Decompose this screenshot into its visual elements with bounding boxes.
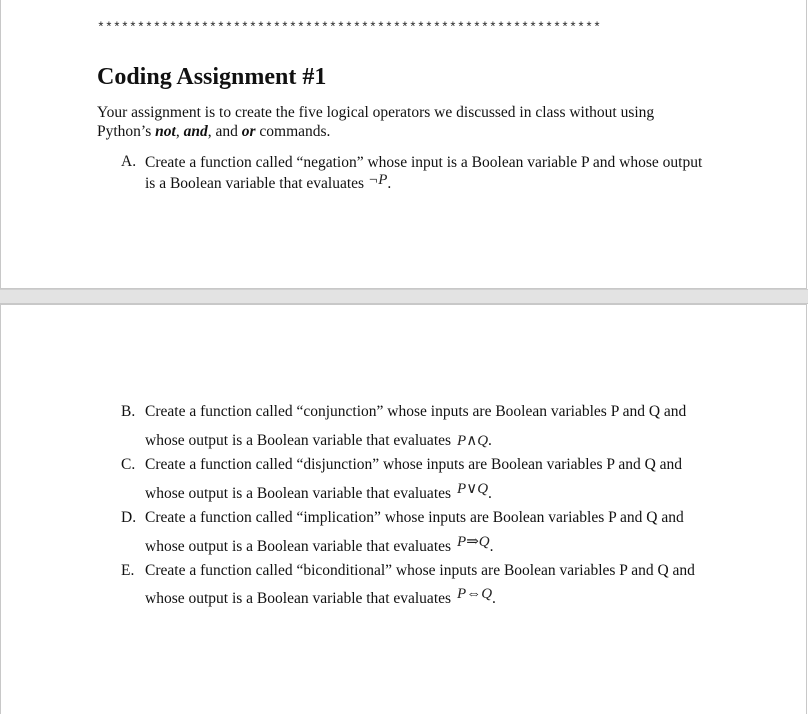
item-line-1: Create a function called “conjunction” whose inputs are Boolean variables P and Q and [145,403,687,420]
item-line-2-text: whose output is a Boolean variable that evaluates [145,432,452,449]
document-page-2 [0,304,807,714]
list-item-text [145,562,745,608]
item-line-2 [145,586,745,608]
item-line-2 [145,534,745,556]
math-expression: ¬P [368,172,388,188]
keyword-or: or [241,123,256,140]
item-line-2 [145,481,745,503]
list-item-text [145,403,745,450]
intro-sep-1: , [175,123,184,140]
item-line-2-text: whose output is a Boolean variable that evaluates [145,538,452,555]
keyword-and: and [183,123,208,140]
item-period: . [488,432,492,449]
list-letter: C. [121,456,136,473]
item-period: . [492,590,496,607]
list-item-text [145,456,745,503]
list-letter: B. [121,403,136,420]
intro-prefix: Python’s [97,123,156,140]
list-letter: D. [121,509,137,526]
list-letter: E. [121,562,135,579]
list-letter: A. [121,153,137,170]
item-line-2-text: whose output is a Boolean variable that evaluates [145,590,452,607]
item-line-2-text: whose output is a Boolean variable that evaluates [145,485,452,502]
item-line-1: Create a function called “biconditional” whose inputs are Boolean variables P and Q and [145,562,695,579]
item-line-2-text: is a Boolean variable that evaluates [145,175,365,192]
star-divider: *************************************************************** [97,20,602,35]
item-line-2 [145,431,745,450]
item-period: . [488,485,492,502]
page-title: Coding Assignment #1 [97,64,327,90]
math-expression: P∧Q [457,433,489,449]
intro-line-1: Your assignment is to create the five logical operators we discussed in class without using [97,104,655,121]
keyword-not: not [155,123,176,140]
list-item-text [145,153,745,193]
item-period: . [489,538,494,555]
document-page-1 [0,0,807,289]
item-line-1: Create a function called “disjunction” whose inputs are Boolean variables P and Q and [145,456,683,473]
list-item-text [145,509,745,556]
page-separator [0,289,808,304]
math-expression: P∨Q [457,481,489,497]
math-expression: P⇔Q [457,586,493,602]
item-period: . [387,175,392,192]
item-line-1: Create a function called “implication” whose inputs are Boolean variables P and Q and [145,509,684,526]
intro-paragraph [97,103,737,141]
item-line-1: Create a function called “negation” whose input is a Boolean variable P and whose output [145,154,703,171]
item-line-2 [145,172,745,193]
intro-suffix: commands. [255,123,331,140]
intro-sep-2: , and [207,123,242,140]
math-expression: P⇒Q [457,534,490,550]
